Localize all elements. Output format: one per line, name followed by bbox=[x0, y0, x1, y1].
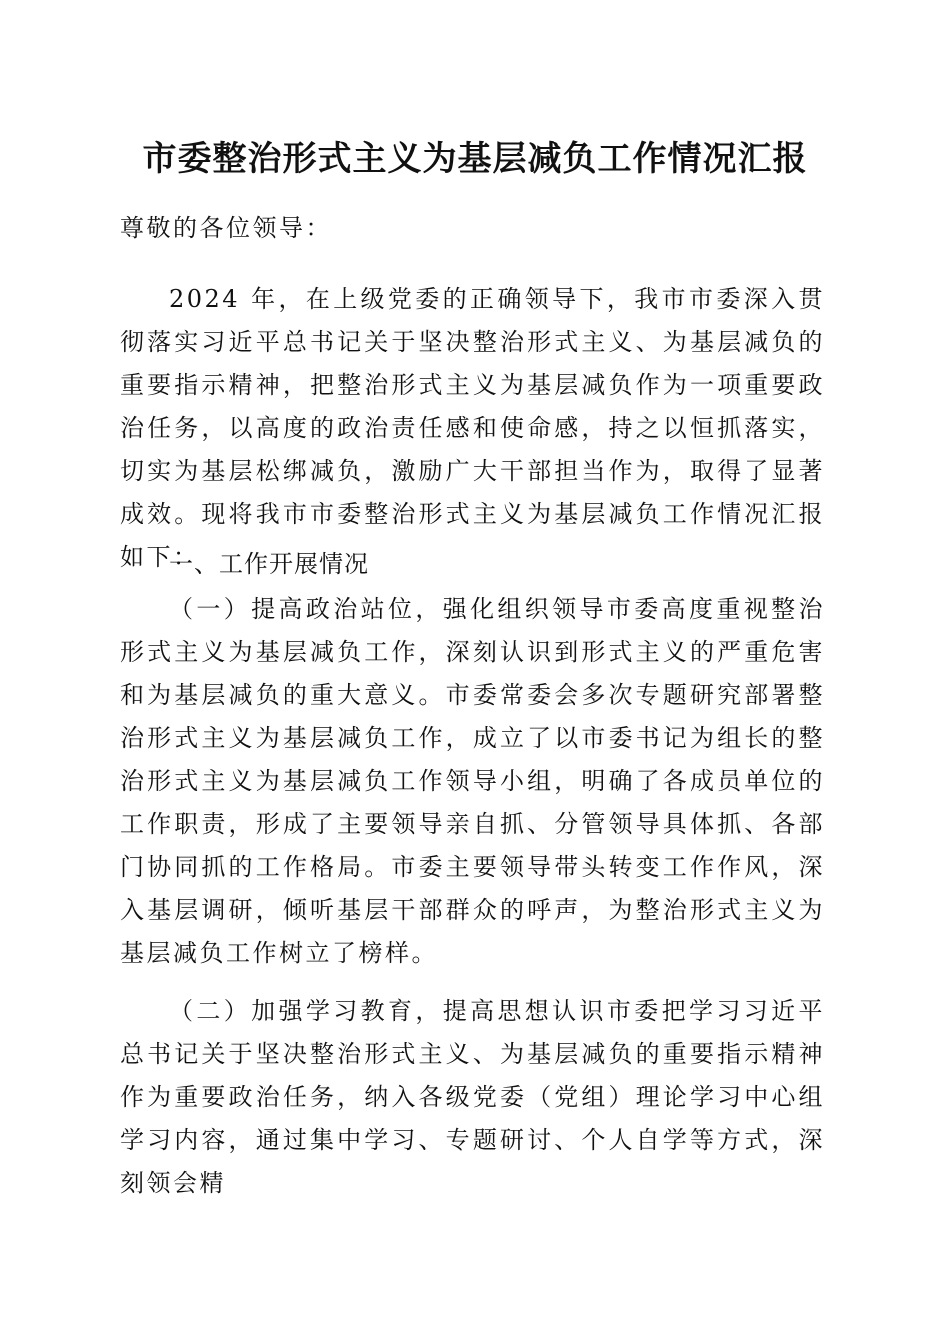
salutation: 尊敬的各位领导： bbox=[120, 214, 332, 242]
paragraph-section-1-1: （一）提高政治站位，强化组织领导市委高度重视整治形式主义为基层减负工作，深刻认识到形式主义的严重危害和为基层减负的重大意义。市委常委会多次专题研究部署整治形式主义为基层减负工作，成立了以市委书记为组长的整治形式主义为基层减负工作领导小组，明确了各成员单位的工作职责，形成了主要领导亲自抓、分管领导具体抓、各部门协同抓的工作格局。市委主要领导带头转变工作作风，深入基层调研，倾听基层干部群众的呼声，为整治形式主义为基层减负工作树立了榜样。 bbox=[120, 595, 825, 967]
document-title: 市委整治形式主义为基层减负工作情况汇报 bbox=[142, 139, 808, 179]
intro-paragraph: 2024 年，在上级党委的正确领导下，我市市委深入贯彻落实习近平总书记关于坚决整治形式主义、为基层减负的重要指示精神，把整治形式主义为基层减负作为一项重要政治任务，以高度的政治责任感和使命感，持之以恒抓落实，切实为基层松绑减负，激励广大干部担当作为，取得了显著成效。现将我市市委整治形式主义为基层减负工作情况汇报如下： bbox=[120, 285, 825, 571]
paragraph-section-1-2: （二）加强学习教育，提高思想认识市委把学习习近平总书记关于坚决整治形式主义、为基层减负的重要指示精神作为重要政治任务，纳入各级党委（党组）理论学习中心组学习内容，通过集中学习、专题研讨、个人自学等方式，深刻领会精 bbox=[120, 997, 825, 1197]
section-heading: 一、工作开展情况 bbox=[169, 550, 369, 578]
